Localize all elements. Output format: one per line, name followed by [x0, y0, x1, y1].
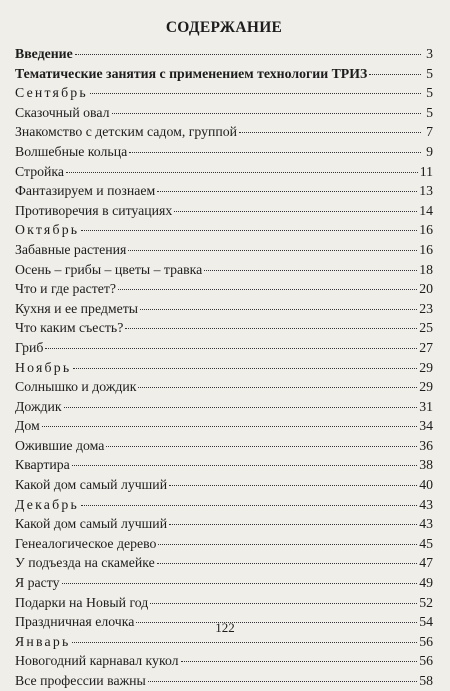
toc-entry-title: Тематические занятия с применением технологии ТРИЗ — [15, 65, 368, 81]
dot-leader — [62, 583, 418, 584]
toc-entry-page: 31 — [419, 398, 433, 414]
toc-entry — [15, 436, 433, 456]
toc-entry-title: Генеалогическое дерево — [15, 535, 157, 551]
dot-leader — [138, 387, 417, 388]
dot-leader — [64, 407, 418, 408]
page-title: СОДЕРЖАНИЕ — [165, 19, 283, 36]
toc-entry-title: Все профессии важны — [15, 673, 146, 688]
toc-entry-title: Дождик — [15, 398, 62, 414]
toc-entry-title: Какой дом самый лучший — [15, 516, 168, 532]
toc-entry-title: Волшебные кольца — [15, 143, 128, 159]
toc-entry-page: 5 — [426, 85, 433, 101]
toc-entry-title: Сентябрь — [15, 85, 88, 101]
toc-entry — [15, 416, 433, 436]
toc-entry-title: Дом — [15, 418, 40, 434]
toc-entry — [15, 475, 433, 495]
toc-entry — [15, 397, 433, 417]
toc-entry-page: 16 — [419, 222, 433, 238]
dot-leader — [75, 54, 421, 55]
toc-entry-title: Солнышко и дождик — [15, 379, 137, 395]
toc-entry-title: Я расту — [15, 575, 60, 591]
dot-leader — [125, 328, 417, 329]
toc-entry-page: 7 — [426, 124, 433, 140]
toc-entry-page: 3 — [426, 46, 433, 61]
toc-entry — [15, 671, 433, 691]
dot-leader — [169, 485, 417, 486]
dot-leader — [45, 348, 417, 349]
dot-leader — [66, 172, 418, 173]
toc-entry-page: 18 — [419, 261, 433, 277]
toc-entry-page: 29 — [419, 359, 433, 375]
toc-entry-title: Январь — [15, 633, 71, 649]
toc-entry-title: Кухня и ее предметы — [15, 300, 139, 316]
toc-entry-page: 40 — [419, 477, 433, 493]
toc-entry — [15, 593, 433, 613]
dot-leader — [158, 544, 417, 545]
toc-entry-title: Какой дом самый лучший — [15, 477, 168, 493]
dot-leader — [150, 603, 417, 604]
toc-entry-page: 9 — [426, 143, 433, 159]
toc-entry-page: 11 — [419, 163, 433, 179]
toc-entry-page: 38 — [419, 457, 433, 473]
dot-leader — [73, 368, 417, 369]
toc-entry — [15, 553, 433, 573]
dot-leader — [369, 74, 421, 75]
toc-entry — [15, 162, 433, 182]
toc-entry-title: Ноябрь — [15, 359, 72, 375]
dot-leader — [118, 289, 417, 290]
toc-entry-title: Знакомство с детским садом, группой — [15, 124, 238, 140]
dot-leader — [81, 505, 417, 506]
toc-entry — [15, 455, 433, 475]
toc-entry-page: 14 — [419, 202, 433, 218]
toc-entry-title: Введение — [15, 46, 73, 61]
toc-entry — [15, 377, 433, 397]
toc-entry — [15, 220, 433, 240]
toc-entry-page: 20 — [419, 281, 433, 297]
dot-leader — [174, 211, 417, 212]
toc-entry-page: 58 — [419, 673, 433, 688]
toc-entry-page: 13 — [419, 183, 433, 199]
toc-entry-page: 52 — [419, 594, 433, 610]
dot-leader — [148, 681, 417, 682]
toc-entry — [15, 103, 433, 123]
toc-entry-title: Фантазируем и познаем — [15, 183, 156, 199]
toc-entry-page: 34 — [419, 418, 433, 434]
toc-entry-title: Новогодний карнавал кукол — [15, 653, 179, 669]
toc-entry — [15, 44, 433, 64]
toc-entry-page: 43 — [419, 496, 433, 512]
toc-entry-page: 56 — [419, 633, 433, 649]
toc-entry — [15, 573, 433, 593]
toc-entry-page: 49 — [419, 575, 433, 591]
toc-entry-page: 36 — [419, 437, 433, 453]
toc-entry — [15, 260, 433, 280]
toc-entry-page: 47 — [419, 555, 433, 571]
dot-leader — [157, 191, 417, 192]
dot-leader — [112, 113, 421, 114]
toc-entry-title: Гриб — [15, 339, 44, 355]
toc-entry-title: У подъезда на скамейке — [15, 555, 155, 571]
dot-leader — [169, 524, 417, 525]
toc-entry-page: 23 — [419, 300, 433, 316]
toc-entry — [15, 318, 433, 338]
toc-entry-page: 25 — [419, 320, 433, 336]
dot-leader — [204, 270, 417, 271]
toc-entry-page: 56 — [419, 653, 433, 669]
dot-leader — [239, 132, 421, 133]
dot-leader — [181, 661, 418, 662]
toc-entry-page: 43 — [419, 516, 433, 532]
toc-entry — [15, 279, 433, 299]
toc-entry-title: Забавные растения — [15, 241, 127, 257]
toc-entry-title: Что каким съесть? — [15, 320, 124, 336]
toc-entry — [15, 83, 433, 103]
toc-entry-page: 29 — [419, 379, 433, 395]
dot-leader — [72, 465, 417, 466]
dot-leader — [42, 426, 417, 427]
toc-entry-page: 16 — [419, 241, 433, 257]
dot-leader — [140, 309, 417, 310]
toc-entry — [15, 240, 433, 260]
toc-entry-page: 45 — [419, 535, 433, 551]
toc-entry — [15, 358, 433, 378]
toc-entry — [15, 514, 433, 534]
toc-entry — [15, 651, 433, 671]
toc-entry — [15, 122, 433, 142]
toc-entry-page: 27 — [419, 339, 433, 355]
dot-leader — [90, 93, 421, 94]
table-of-contents — [15, 44, 433, 691]
toc-entry-title: Что и где растет? — [15, 281, 117, 297]
toc-entry-title: Праздничная елочка — [15, 614, 135, 630]
page-number: 122 — [215, 620, 235, 635]
toc-entry — [15, 299, 433, 319]
toc-entry — [15, 142, 433, 162]
toc-entry-title: Декабрь — [15, 496, 79, 512]
toc-entry-title: Осень – грибы – цветы – травка — [15, 261, 203, 277]
toc-entry-title: Стройка — [15, 163, 65, 179]
dot-leader — [106, 446, 417, 447]
toc-entry — [15, 201, 433, 221]
toc-entry — [15, 534, 433, 554]
toc-entry-title: Подарки на Новый год — [15, 594, 149, 610]
dot-leader — [81, 230, 417, 231]
toc-entry — [15, 64, 433, 84]
toc-entry-title: Ожившие дома — [15, 437, 105, 453]
dot-leader — [72, 642, 417, 643]
toc-entry-title: Сказочный овал — [15, 104, 110, 120]
toc-entry-title: Квартира — [15, 457, 70, 473]
dot-leader — [157, 563, 417, 564]
toc-entry — [15, 495, 433, 515]
toc-entry-page: 5 — [426, 104, 433, 120]
dot-leader — [129, 152, 421, 153]
toc-entry — [15, 181, 433, 201]
toc-entry-page: 54 — [419, 614, 433, 630]
toc-entry-page: 5 — [426, 65, 433, 81]
toc-entry-title: Противоречия в ситуациях — [15, 202, 173, 218]
toc-entry — [15, 338, 433, 358]
toc-entry-title: Октябрь — [15, 222, 80, 238]
dot-leader — [128, 250, 417, 251]
